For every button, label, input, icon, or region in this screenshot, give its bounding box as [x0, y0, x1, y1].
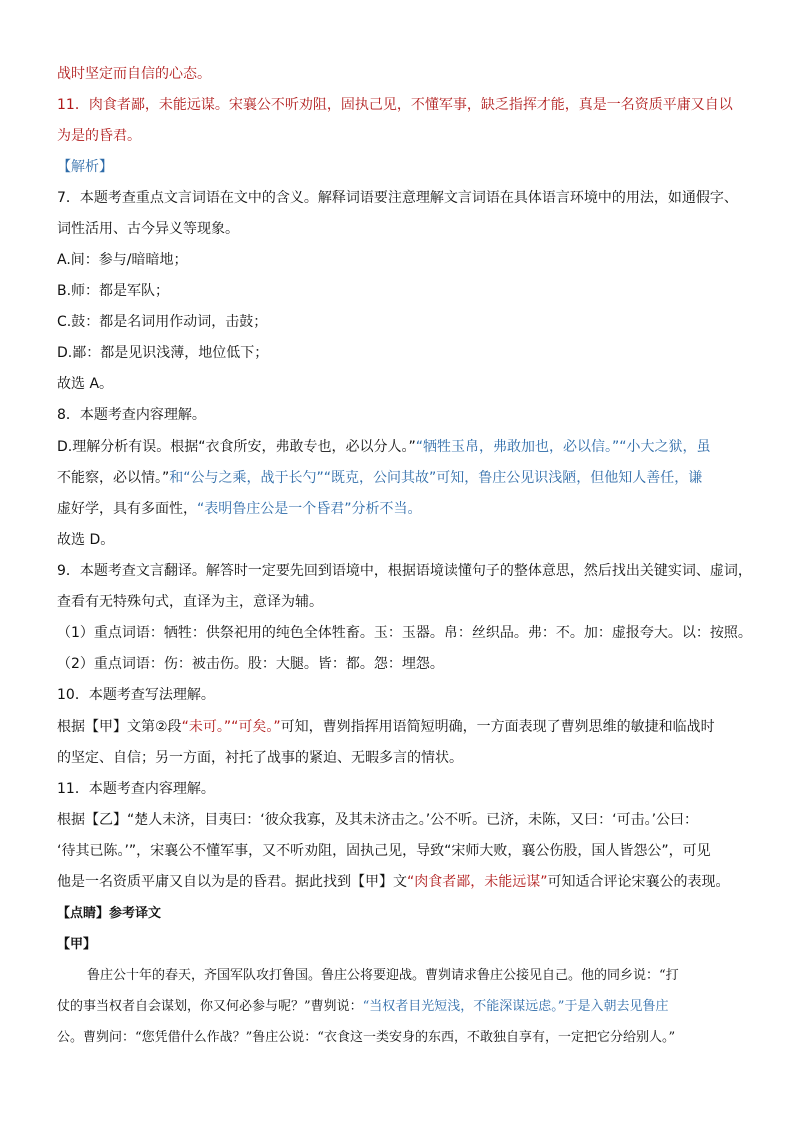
text-segment: 他是一名资质平庸又自以为是的昏君。据此找到【甲】文: [57, 874, 407, 890]
text-segment: （1）重点词语：牺牲：供祭祀用的纯色全体牲畜。玉：玉器。帛：丝织品。弗：不。加：虚报夸大。以：按照。: [57, 625, 752, 641]
text-segment: B.师：都是军队；: [57, 283, 170, 299]
text-line: [57, 281, 754, 301]
text-segment: D.鄙：都是见识浅薄，地位低下；: [57, 345, 269, 361]
text-line: [57, 997, 754, 1017]
text-line: [57, 374, 754, 394]
text-segment: 可知适合评论宋襄公的表现。: [547, 874, 730, 890]
text-segment: “表明鲁庄公是一个昏君”分析不当。: [197, 501, 422, 517]
text-segment: “牺牲玉帛，弗敢加也，必以信。”“小大之狱，虽: [415, 439, 711, 455]
text-line: [57, 219, 754, 239]
text-line: [87, 966, 754, 986]
text-segment: 战时坚定而自信的心态。: [57, 66, 211, 82]
text-segment: 【解析】: [57, 159, 113, 175]
text-line: [57, 561, 754, 581]
text-line: [57, 872, 754, 892]
text-segment: 查看有无特殊句式，直译为主，意译为辅。: [57, 594, 323, 610]
text-line: [57, 592, 754, 612]
text-segment: 仗的事当权者自会谋划，你又何必参与呢？”曹刿说：: [57, 999, 363, 1014]
text-segment: 鲁庄公十年的春天，齐国军队攻打鲁国。鲁庄公将要迎战。曹刿请求鲁庄公接见自己。他的同乡说：“打: [87, 968, 679, 983]
text-segment: 故选 D。: [57, 532, 115, 548]
text-segment: “当权者目光短浅，不能深谋远虑。”: [362, 999, 565, 1014]
text-segment: 根据【甲】文第②段: [57, 719, 182, 735]
text-line: [57, 717, 754, 737]
text-line: [57, 64, 754, 84]
text-line: [57, 1028, 754, 1048]
text-segment: 10．本题考查写法理解。: [57, 687, 215, 703]
text-line: [57, 126, 754, 146]
text-segment: 7．本题考查重点文言词语在文中的含义。解释词语要注意理解文言词语在具体语言环境中的用法，如通假字、: [57, 190, 738, 206]
text-line: [57, 95, 754, 115]
text-segment: 8．本题考查内容理解。: [57, 407, 206, 423]
text-segment: 11．本题考查内容理解。: [57, 781, 215, 797]
text-segment: 词性活用、古今异义等现象。: [57, 221, 239, 237]
text-segment: 虚好学，具有多面性，: [57, 501, 197, 517]
text-segment: 和“公与之乘，战于长勺”“既克，公问其故”可知，鲁庄公见识浅陋，但他知人善任，谦: [169, 470, 703, 486]
text-line: [57, 250, 754, 270]
text-segment: 可知，曹刿指挥用语简短明确，一方面表现了曹刿思维的敏捷和临战时: [280, 719, 715, 735]
text-segment: 9．本题考查文言翻译。解答时一定要先回到语境中，根据语境读懂句子的整体意思，然后找出关键实词、虚词，: [57, 563, 752, 579]
text-line: [57, 623, 754, 643]
text-segment: 不能察，必以情。”: [57, 470, 170, 486]
text-line: [57, 405, 754, 425]
text-line: [57, 343, 754, 363]
text-line: [57, 685, 754, 705]
text-segment: 根据【乙】“楚人未济，目夷曰：‘彼众我寡，及其未济击之。’公不听。已济，未陈，又曰：‘可击。’公曰：: [57, 812, 699, 828]
text-line: [57, 312, 754, 332]
text-segment: （2）重点词语：伤：被击伤。股：大腿。皆：都。怨：埋怨。: [57, 656, 444, 672]
text-line: [57, 530, 754, 550]
text-segment: A.间：参与/暗暗地；: [57, 252, 188, 268]
text-line: [57, 188, 754, 208]
text-line: [57, 810, 754, 830]
text-line: [57, 499, 754, 519]
text-segment: 【甲】: [57, 937, 97, 952]
text-segment: 【点睛】参考译文: [57, 906, 162, 921]
text-line: [57, 748, 754, 768]
text-segment: 11．肉食者鄙，未能远谋。宋襄公不听劝阻，固执己见，不懂军事，缺乏指挥才能，真是一名资质平庸又自以: [57, 97, 733, 113]
text-segment: “肉食者鄙，未能远谋”: [407, 874, 548, 890]
text-line: [57, 841, 754, 861]
text-segment: 公。曹刿问：“您凭借什么作战？”鲁庄公说：“衣食这一类安身的东西，不敢独自享有，一定把它分给别人。”: [57, 1030, 676, 1045]
text-line: [57, 654, 754, 674]
text-segment: 的坚定、自信；另一方面，衬托了战事的紧迫、无暇多言的情状。: [57, 750, 463, 766]
text-segment: C.鼓：都是名词用作动词，击鼓；: [57, 314, 268, 330]
text-line: [57, 935, 754, 955]
text-segment: 于是入朝去见鲁庄: [564, 999, 669, 1014]
text-segment: 故选 A。: [57, 376, 114, 392]
text-segment: “未可。”“可矣。”: [181, 719, 281, 735]
text-segment: 为是的昏君。: [57, 128, 141, 144]
text-segment: ‘待其已陈。’”，宋襄公不懂军事，又不听劝阻，固执己见，导致“宋师大败，襄公伤股，国人皆怨公”，可见: [57, 843, 711, 859]
text-line: [57, 779, 754, 799]
text-line: [57, 904, 754, 924]
text-segment: D.理解分析有误。根据“衣食所安，弗敢专也，必以分人。”: [57, 439, 416, 455]
text-line: [57, 468, 754, 488]
text-line: [57, 157, 754, 177]
text-line: [57, 437, 754, 457]
